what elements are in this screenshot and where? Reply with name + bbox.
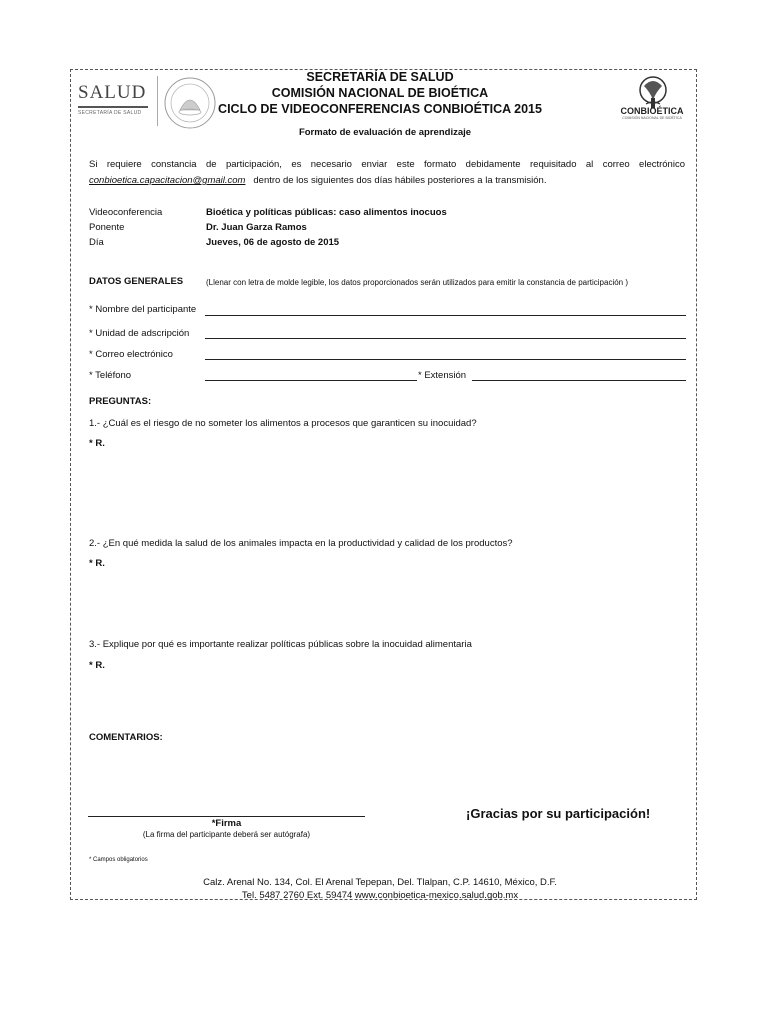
field-label-unidad: * Unidad de adscripción (89, 328, 190, 339)
salud-logo-word: SALUD (78, 82, 147, 103)
thanks-message: ¡Gracias por su participación! (466, 806, 651, 821)
info-label-videoconferencia: Videoconferencia (89, 207, 163, 218)
telefono-input-line[interactable] (205, 380, 417, 381)
comentarios-title: COMENTARIOS: (89, 732, 163, 743)
logo-divider (157, 76, 158, 126)
info-value-videoconferencia: Bioética y políticas públicas: caso alimentos inocuos (206, 207, 447, 218)
question-2: 2.- ¿En qué medida la salud de los animales impacta en la productividad y calidad de los productos? (89, 538, 513, 549)
intro-paragraph (89, 157, 685, 189)
correo-input-line[interactable] (205, 359, 686, 360)
datos-generales-note: (Llenar con letra de molde legible, los datos proporcionados serán utilizados para emitir la constancia de participación ) (206, 278, 629, 287)
info-label-ponente: Ponente (89, 222, 125, 233)
answer-label-2: * R. (89, 558, 105, 569)
intro-text-2: dentro de los siguientes dos días hábiles posteriores a la transmisión. (253, 175, 547, 186)
question-3: 3.- Explique por qué es importante realizar políticas públicas sobre la inocuidad alimentaria (89, 639, 472, 650)
firma-label: *Firma (211, 818, 242, 829)
info-value-dia: Jueves, 06 de agosto de 2015 (206, 237, 340, 248)
firma-note: (La firma del participante deberá ser autógrafa) (142, 830, 311, 839)
footer-address: Calz. Arenal No. 134, Col. El Arenal Tepepan, Del. Tlalpan, C.P. 14610, México, D.F. (203, 877, 557, 888)
field-label-nombre: * Nombre del participante (89, 304, 197, 315)
required-note: * Campos obligatorios (89, 857, 148, 863)
field-label-extension: * Extensión (418, 370, 467, 381)
answer-label-1: * R. (89, 438, 105, 449)
salud-logo-sub: SECRETARÍA DE SALUD (78, 110, 142, 116)
intro-text-1: Si requiere constancia de participación, es necesario enviar este formato debidamente requisitado al correo electrónico (89, 159, 685, 170)
info-label-dia: Día (89, 237, 104, 248)
nombre-input-line[interactable] (205, 315, 686, 316)
unidad-input-line[interactable] (205, 338, 686, 339)
field-label-telefono: * Teléfono (89, 370, 132, 381)
footer-contact: Tel. 5487 2760 Ext. 59474 www.conbioetica-mexico.salud.gob.mx (241, 890, 519, 901)
question-1: 1.- ¿Cuál es el riesgo de no someter los alimentos a procesos que garanticen su inocuidad? (89, 418, 477, 429)
form-title: Formato de evaluación de aprendizaje (298, 127, 472, 138)
page-border (70, 69, 697, 900)
extension-input-line[interactable] (472, 380, 686, 381)
header-line-2: COMISIÓN NACIONAL DE BIOÉTICA (271, 86, 489, 100)
header-line-3: CICLO DE VIDEOCONFERENCIAS CONBIOÉTICA 2015 (218, 102, 542, 116)
conbioetica-logo-sub: COMISIÓN NACIONAL DE BIOÉTICA (622, 116, 682, 120)
firma-line[interactable] (88, 816, 365, 817)
conbioetica-logo-word: CONBIOÉTICA (620, 106, 684, 116)
datos-generales-title: DATOS GENERALES (89, 276, 184, 287)
info-value-ponente: Dr. Juan Garza Ramos (206, 222, 307, 233)
preguntas-title: PREGUNTAS: (89, 396, 152, 407)
field-label-correo: * Correo electrónico (89, 349, 173, 360)
email-link[interactable]: conbioetica.capacitacion@gmail.com (89, 175, 246, 186)
answer-label-3: * R. (89, 660, 105, 671)
header-line-1: SECRETARÍA DE SALUD (306, 70, 454, 84)
salud-logo (78, 82, 148, 116)
